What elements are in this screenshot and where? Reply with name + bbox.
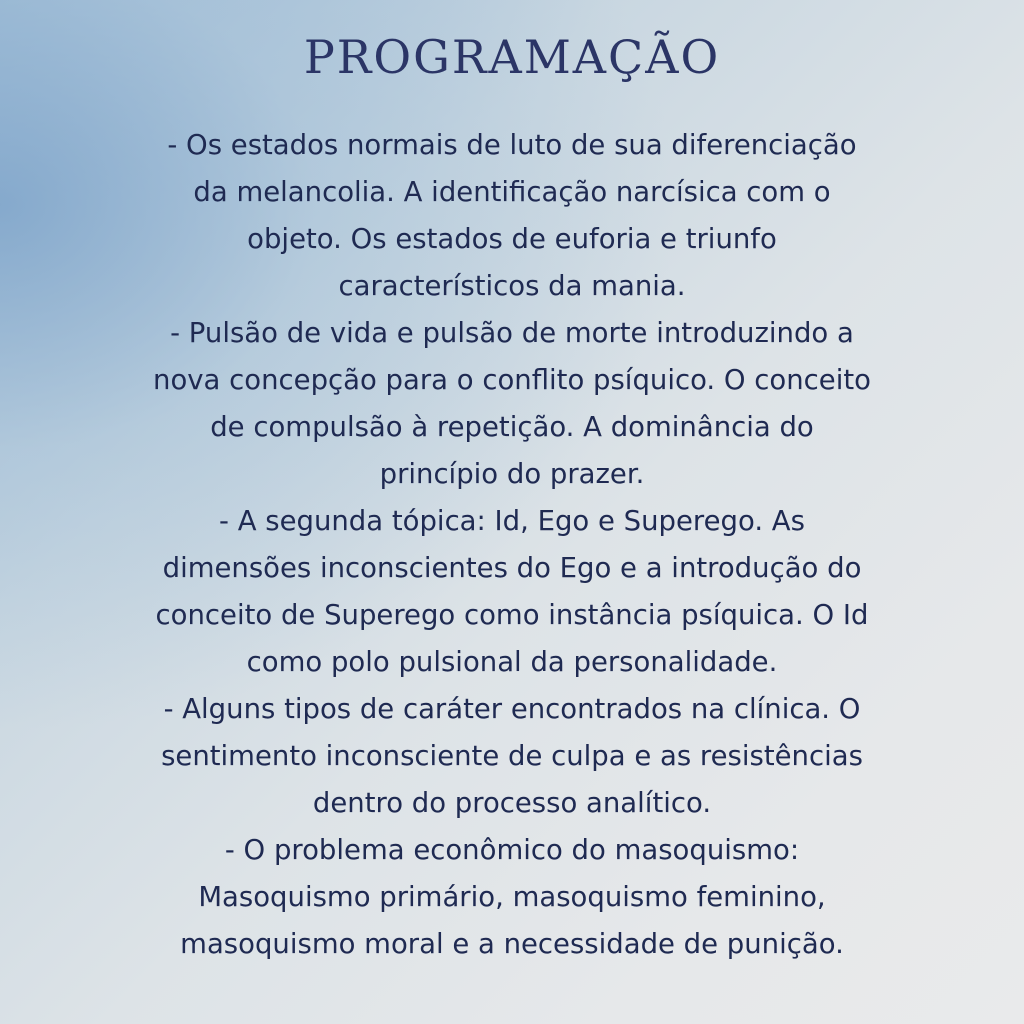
program-line: - O problema econômico do masoquismo:	[224, 834, 800, 866]
program-line: princípio do prazer.	[379, 458, 645, 490]
page-title: PROGRAMAÇÃO	[303, 30, 721, 84]
program-line: dentro do processo analítico.	[312, 787, 712, 819]
program-line: nova concepção para o conflito psíquico. O conceito	[153, 364, 871, 396]
program-line: - Pulsão de vida e pulsão de morte introduzindo a	[170, 317, 854, 349]
program-line: sentimento inconsciente de culpa e as resistências	[161, 740, 863, 772]
program-line: Masoquismo primário, masoquismo feminino,	[198, 881, 826, 913]
program-line: da melancolia. A identificação narcísica com o	[193, 176, 831, 208]
program-line: - Alguns tipos de caráter encontrados na clínica. O	[163, 693, 861, 725]
program-line: - A segunda tópica: Id, Ego e Superego. As	[219, 505, 805, 537]
program-line: conceito de Superego como instância psíquica. O Id	[155, 599, 869, 631]
program-line: objeto. Os estados de euforia e triunfo	[247, 223, 777, 255]
program-line: de compulsão à repetição. A dominância do	[210, 411, 814, 443]
program-line: dimensões inconscientes do Ego e a introdução do	[162, 552, 862, 584]
program-line: como polo pulsional da personalidade.	[246, 646, 778, 678]
program-text	[40, 122, 984, 968]
program-line: masoquismo moral e a necessidade de punição.	[180, 928, 844, 960]
program-line: característicos da mania.	[338, 270, 686, 302]
program-line: - Os estados normais de luto de sua diferenciação	[167, 129, 857, 161]
